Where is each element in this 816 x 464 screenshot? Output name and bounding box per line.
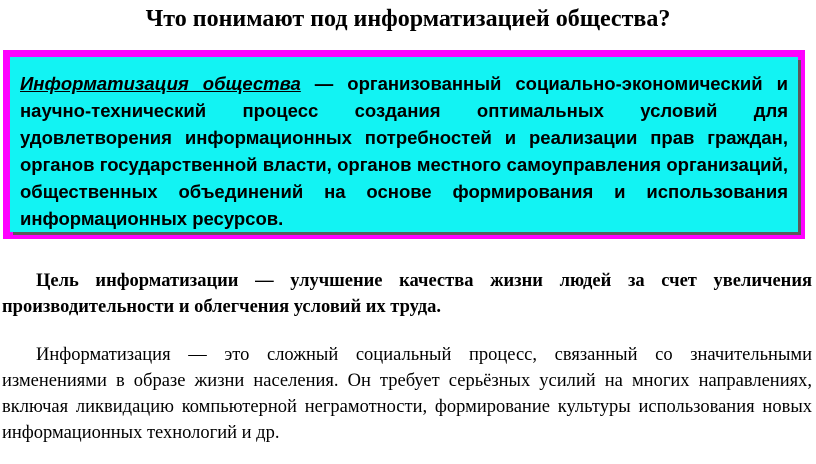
definition-text <box>10 57 798 232</box>
definition-body: — организованный социально-экономический и научно-технический процесс создания оптимальных условий для удовлетворения информационных потребностей и реализации прав граждан, органов государственной власти, органов местного самоуправления организаций, общественных объединений на основе формирования и использования информационных ресурсов. <box>20 73 788 229</box>
description-paragraph: Информатизация — это сложный социальный процесс, связанный со значительными изменениями в образе жизни населения. Он требует серьёзных усилий на многих направлениях, включая ликвидацию компьютерной неграмотности, формирование культуры использования новых информационных технологий и др. <box>2 345 812 443</box>
page-title: Что понимают под информатизацией общества? <box>145 6 671 32</box>
definition-box <box>3 50 805 239</box>
goal-paragraph: Цель информатизации — улучшение качества жизни людей за счет увеличения производительности и облегчения условий их труда. <box>2 271 812 317</box>
definition-term: Информатизация общества <box>20 73 301 94</box>
